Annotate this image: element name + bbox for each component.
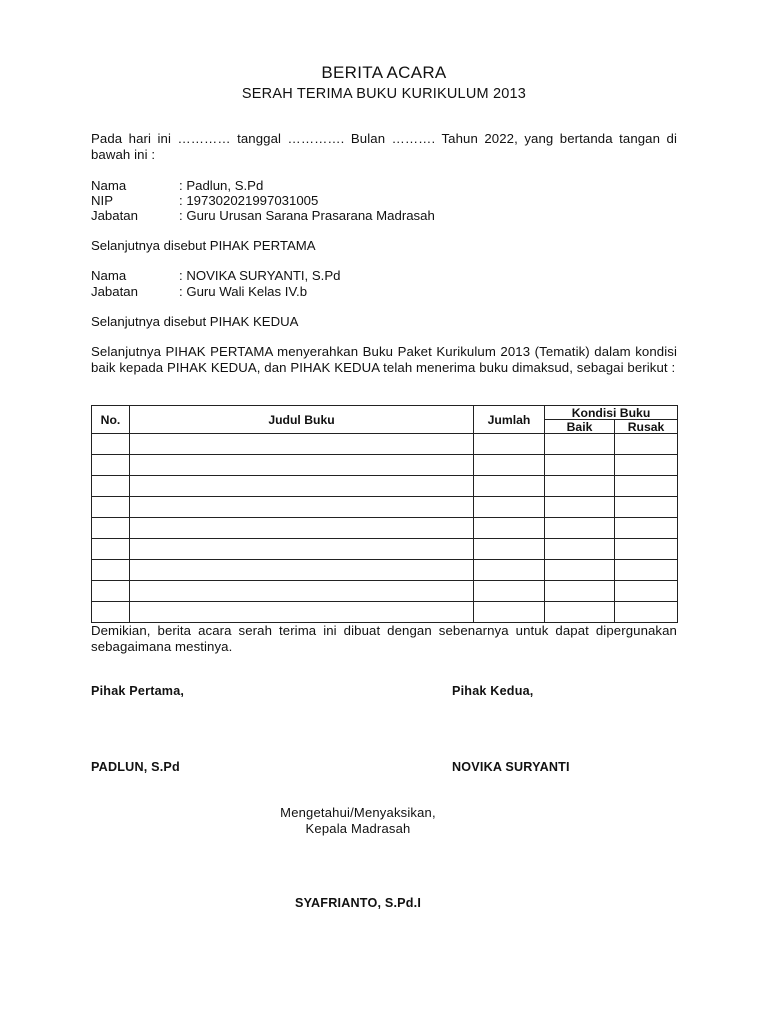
cell-no bbox=[92, 539, 130, 560]
table-row bbox=[92, 539, 678, 560]
cell-rusak bbox=[615, 455, 678, 476]
pihak-kedua-signatory: NOVIKA SURYANTI bbox=[452, 760, 570, 774]
cell-baik bbox=[545, 497, 615, 518]
cell-no bbox=[92, 455, 130, 476]
cell-rusak bbox=[615, 497, 678, 518]
cell-judul bbox=[130, 455, 474, 476]
cell-rusak bbox=[615, 581, 678, 602]
cell-no bbox=[92, 602, 130, 623]
table-row bbox=[92, 455, 678, 476]
field-label: Nama bbox=[91, 178, 127, 193]
cell-judul bbox=[130, 539, 474, 560]
pihak-pertama-label: Pihak Pertama, bbox=[91, 684, 185, 698]
cell-baik bbox=[545, 518, 615, 539]
cell-jumlah bbox=[474, 560, 545, 581]
header-kondisi-buku: Kondisi Buku bbox=[545, 406, 678, 420]
header-rusak: Rusak bbox=[615, 420, 678, 434]
header-judul-buku: Judul Buku bbox=[130, 406, 474, 434]
cell-judul bbox=[130, 476, 474, 497]
cell-judul bbox=[130, 518, 474, 539]
table-row bbox=[92, 581, 678, 602]
witness-caption bbox=[220, 805, 496, 837]
table-row bbox=[92, 497, 678, 518]
cell-jumlah bbox=[474, 581, 545, 602]
cell-judul bbox=[130, 497, 474, 518]
field-value: : NOVIKA SURYANTI, S.Pd bbox=[179, 268, 341, 283]
field-value: : Padlun, S.Pd bbox=[179, 178, 264, 193]
cell-jumlah bbox=[474, 476, 545, 497]
pihak-kedua-label: Pihak Kedua, bbox=[452, 684, 534, 698]
pihak-pertama-jabatan bbox=[91, 208, 435, 223]
cell-jumlah bbox=[474, 455, 545, 476]
cell-baik bbox=[545, 434, 615, 455]
table-row bbox=[92, 476, 678, 497]
cell-baik bbox=[545, 581, 615, 602]
field-label: Nama bbox=[91, 268, 127, 283]
field-label: Jabatan bbox=[91, 284, 138, 299]
cell-rusak bbox=[615, 539, 678, 560]
handover-paragraph: Selanjutnya PIHAK PERTAMA menyerahkan Buku Paket Kurikulum 2013 (Tematik) dalam kondisi baik kepada PIHAK KEDUA, dan PIHAK KEDUA telah menerima buku dimaksud, sebagai berikut : bbox=[91, 344, 677, 375]
cell-baik bbox=[545, 476, 615, 497]
field-label: NIP bbox=[91, 193, 113, 208]
pihak-kedua-jabatan bbox=[91, 284, 307, 299]
intro-paragraph: Pada hari ini ………… tanggal …………. Bulan ………. Tahun 2022, yang bertanda tangan di bawah ini : bbox=[91, 131, 677, 162]
cell-baik bbox=[545, 560, 615, 581]
cell-baik bbox=[545, 539, 615, 560]
header-no: No. bbox=[92, 406, 130, 434]
book-table bbox=[91, 405, 678, 623]
cell-baik bbox=[545, 455, 615, 476]
table-row bbox=[92, 434, 678, 455]
pihak-pertama-caption: Selanjutnya disebut PIHAK PERTAMA bbox=[91, 238, 316, 253]
cell-jumlah bbox=[474, 518, 545, 539]
pihak-pertama-signatory: PADLUN, S.Pd bbox=[91, 760, 180, 774]
cell-no bbox=[92, 476, 130, 497]
pihak-pertama-nip bbox=[91, 193, 318, 208]
header-jumlah: Jumlah bbox=[474, 406, 545, 434]
witness-line-1: Mengetahui/Menyaksikan, bbox=[280, 805, 436, 820]
cell-jumlah bbox=[474, 497, 545, 518]
cell-rusak bbox=[615, 476, 678, 497]
field-value: : Guru Wali Kelas IV.b bbox=[179, 284, 308, 299]
cell-judul bbox=[130, 434, 474, 455]
pihak-pertama-nama bbox=[91, 178, 263, 193]
book-table-body bbox=[92, 434, 678, 623]
closing-paragraph: Demikian, berita acara serah terima ini dibuat dengan sebenarnya untuk dapat dipergunakan sebagaimana mestinya. bbox=[91, 623, 677, 654]
cell-judul bbox=[130, 602, 474, 623]
field-value: : Guru Urusan Sarana Prasarana Madrasah bbox=[179, 208, 435, 223]
cell-rusak bbox=[615, 518, 678, 539]
field-value: : 197302021997031005 bbox=[179, 193, 319, 208]
pihak-kedua-caption: Selanjutnya disebut PIHAK KEDUA bbox=[91, 314, 299, 329]
witness-signatory: SYAFRIANTO, S.Pd.I bbox=[294, 896, 422, 910]
cell-no bbox=[92, 497, 130, 518]
table-row bbox=[92, 518, 678, 539]
header-baik: Baik bbox=[545, 420, 615, 434]
cell-no bbox=[92, 518, 130, 539]
cell-no bbox=[92, 560, 130, 581]
cell-jumlah bbox=[474, 539, 545, 560]
cell-rusak bbox=[615, 560, 678, 581]
cell-baik bbox=[545, 602, 615, 623]
witness-line-2: Kepala Madrasah bbox=[305, 821, 411, 836]
document-title: BERITA ACARA bbox=[321, 63, 447, 82]
cell-jumlah bbox=[474, 434, 545, 455]
cell-rusak bbox=[615, 434, 678, 455]
cell-rusak bbox=[615, 602, 678, 623]
table-row bbox=[92, 560, 678, 581]
table-row bbox=[92, 602, 678, 623]
document-subtitle: SERAH TERIMA BUKU KURIKULUM 2013 bbox=[241, 86, 527, 102]
cell-jumlah bbox=[474, 602, 545, 623]
cell-no bbox=[92, 581, 130, 602]
cell-judul bbox=[130, 581, 474, 602]
field-label: Jabatan bbox=[91, 208, 138, 223]
pihak-kedua-nama bbox=[91, 268, 340, 283]
cell-judul bbox=[130, 560, 474, 581]
cell-no bbox=[92, 434, 130, 455]
